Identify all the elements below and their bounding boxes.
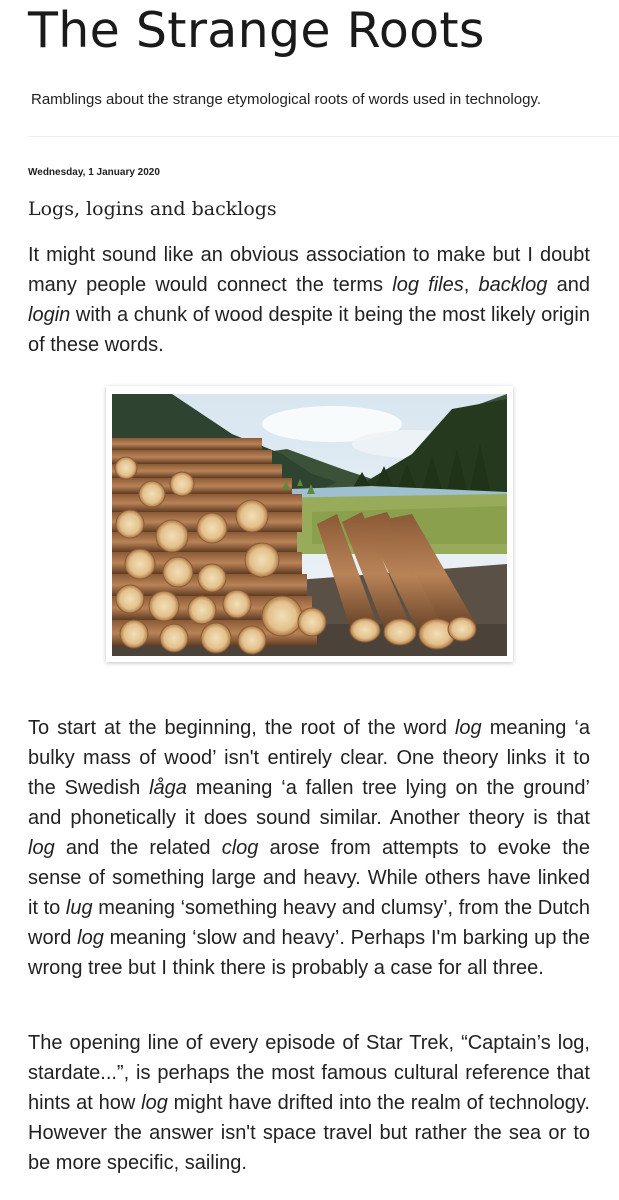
italic-term: backlog <box>478 274 548 296</box>
italic-term: log <box>454 717 482 739</box>
paragraph-text: and the related <box>54 837 222 859</box>
italic-term: login <box>28 304 71 326</box>
paragraph-text: and <box>547 274 590 296</box>
paragraph-text: To start at the beginning, the root of the word <box>28 717 455 739</box>
paragraph-text: might have drifted into the realm of technology. However the answer isn't space travel but rather the sea or to be more specific, sailing. <box>28 1092 590 1174</box>
italic-term: låga <box>149 777 187 799</box>
blog-title[interactable]: The Strange Roots <box>28 2 485 59</box>
paragraph-text: with a chunk of wood despite it being the most likely origin of these words. <box>28 304 590 356</box>
paragraph-text: The opening line of every episode of Star Trek, “Captain’s log, stardate...”, is perhaps the most famous cultural reference that hints at how <box>28 1032 590 1114</box>
paragraph-text: meaning ‘something heavy and clumsy’, from the Dutch word <box>28 897 591 949</box>
blog-description: Ramblings about the strange etymological roots of words used in technology. <box>31 91 542 108</box>
italic-term: log <box>141 1092 168 1114</box>
post-paragraph <box>28 1028 590 1178</box>
post-paragraph <box>28 240 590 360</box>
paragraph-text: It might sound like an obvious association to make but I doubt many people would connect the terms <box>28 244 590 296</box>
paragraph-text: , <box>463 274 479 296</box>
italic-term: log <box>28 837 55 859</box>
italic-term: log files <box>392 274 464 296</box>
italic-term: clog <box>221 837 259 859</box>
header-divider <box>28 136 619 137</box>
paragraph-text: meaning ‘a bulky mass of wood’ isn't entirely clear. One theory links it to the Swedish <box>28 717 590 799</box>
italic-term: log <box>77 927 104 949</box>
stacked-logs-photo <box>112 394 507 656</box>
italic-term: lug <box>65 897 93 919</box>
paragraph-text: arose from attempts to evoke the sense of something large and heavy. While others have linked it to <box>28 837 590 919</box>
paragraph-text: meaning ‘a fallen tree lying on the ground’ and phonetically it does sound similar. Another theory is that <box>28 777 590 829</box>
paragraph-text: meaning ‘slow and heavy’. Perhaps I'm barking up the wrong tree but I think there is probably a case for all three. <box>28 927 591 979</box>
post-title[interactable]: Logs, logins and backlogs <box>28 198 277 220</box>
post-image[interactable] <box>106 386 513 662</box>
post-date: Wednesday, 1 January 2020 <box>28 167 160 178</box>
post-paragraph <box>28 713 590 983</box>
